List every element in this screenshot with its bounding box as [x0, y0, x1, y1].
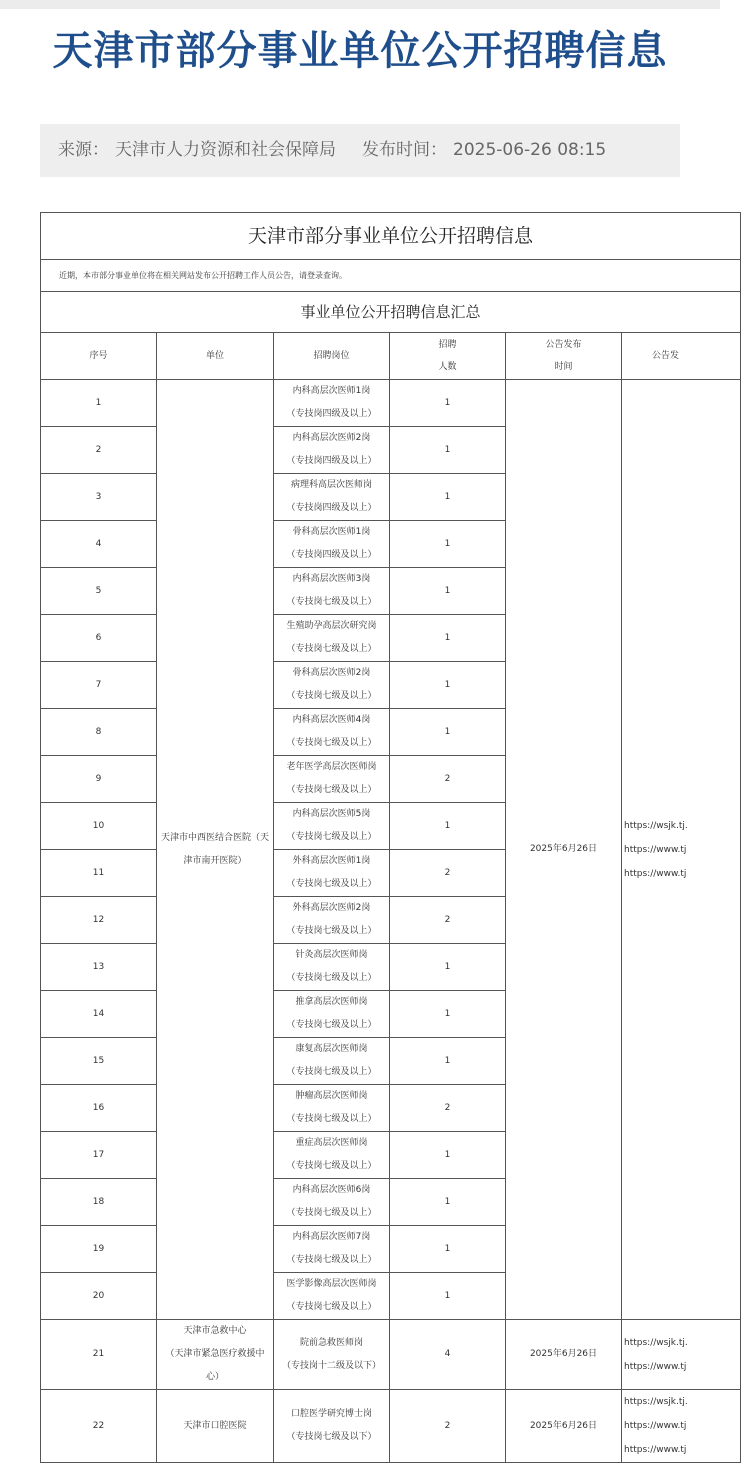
post-level: （专技岗七级及以上）	[286, 926, 377, 936]
post-level: （专技岗七级及以上）	[286, 1067, 377, 1077]
table-header-row	[41, 333, 741, 380]
count-cell: 1	[390, 803, 506, 850]
time-label: 发布时间：	[362, 140, 447, 160]
header-date	[506, 333, 622, 380]
notice-link[interactable]: https://www.tj	[624, 1421, 687, 1431]
post-cell	[274, 1038, 390, 1085]
post-name: 内科高层次医师5岗	[292, 809, 371, 819]
count-cell: 2	[390, 756, 506, 803]
date-cell: 2025年6月26日	[506, 380, 622, 1320]
count-cell: 1	[390, 380, 506, 427]
post-level: （专技岗七级及以上）	[286, 597, 377, 607]
table-row	[41, 1320, 741, 1390]
post-name: 针灸高层次医师岗	[295, 950, 368, 960]
row-seq: 11	[41, 850, 157, 897]
post-name: 内科高层次医师6岗	[292, 1185, 371, 1195]
post-level: （专技岗七级及以上）	[286, 785, 377, 795]
post-cell	[274, 944, 390, 991]
post-level: （专技岗七级及以下）	[286, 1432, 377, 1442]
article-title: 天津市部分事业单位公开招聘信息	[52, 28, 668, 74]
post-cell	[274, 521, 390, 568]
row-seq: 6	[41, 615, 157, 662]
row-seq: 22	[41, 1390, 157, 1463]
count-cell: 1	[390, 662, 506, 709]
post-name: 老年医学高层次医师岗	[286, 762, 377, 772]
summary-title-row	[41, 292, 741, 333]
post-level: （专技岗十二级及以下）	[281, 1360, 381, 1371]
post-name: 院前急救医师岗	[299, 1337, 363, 1348]
count-cell: 4	[390, 1320, 506, 1390]
count-cell: 2	[390, 850, 506, 897]
post-cell	[274, 568, 390, 615]
header-count	[390, 333, 506, 380]
post-level: （专技岗七级及以上）	[286, 1020, 377, 1030]
row-seq: 18	[41, 1179, 157, 1226]
unit-cell	[157, 1320, 274, 1390]
table-note: 近期，本市部分事业单位将在相关网站发布公开招聘工作人员公告，请登录查询。	[41, 260, 741, 292]
notice-links-cell	[622, 1390, 741, 1463]
post-name: 医学影像高层次医师岗	[286, 1279, 377, 1289]
post-cell	[274, 803, 390, 850]
notice-link[interactable]: https://www.tj	[624, 844, 687, 855]
post-cell	[274, 756, 390, 803]
header-link: 公告发	[622, 333, 741, 380]
row-seq: 1	[41, 380, 157, 427]
notice-link[interactable]: https://wsjk.tj.	[624, 820, 688, 831]
post-cell	[274, 380, 390, 427]
table-caption-row	[41, 213, 741, 260]
row-seq: 13	[41, 944, 157, 991]
count-cell: 1	[390, 474, 506, 521]
post-level: （专技岗四级及以上）	[286, 503, 377, 513]
post-cell	[274, 1226, 390, 1273]
post-level: （专技岗七级及以上）	[286, 691, 377, 701]
row-seq: 9	[41, 756, 157, 803]
post-level: （专技岗四级及以上）	[286, 550, 377, 560]
post-level: （专技岗七级及以上）	[286, 1161, 377, 1171]
row-seq: 3	[41, 474, 157, 521]
date-cell: 2025年6月26日	[506, 1320, 622, 1390]
post-name: 口腔医学研究博士岗	[290, 1409, 372, 1419]
notice-link[interactable]: https://www.tj	[624, 1445, 687, 1455]
row-seq: 8	[41, 709, 157, 756]
post-name: 内科高层次医师2岗	[292, 433, 371, 443]
article-meta	[40, 124, 680, 177]
post-level: （专技岗七级及以上）	[286, 879, 377, 889]
post-name: 内科高层次医师3岗	[292, 574, 371, 584]
count-cell: 1	[390, 1179, 506, 1226]
table-row	[41, 380, 741, 427]
time-value: 2025-06-26 08:15	[453, 140, 607, 160]
post-cell	[274, 709, 390, 756]
notice-link[interactable]: https://wsjk.tj.	[624, 1397, 688, 1407]
row-seq: 2	[41, 427, 157, 474]
post-name: 外科高层次医师2岗	[292, 903, 371, 913]
count-cell: 1	[390, 709, 506, 756]
recruitment-table-container[interactable]	[40, 212, 688, 1455]
post-cell	[274, 1179, 390, 1226]
post-level: （专技岗四级及以上）	[286, 456, 377, 466]
row-seq: 7	[41, 662, 157, 709]
row-seq: 5	[41, 568, 157, 615]
post-cell	[274, 615, 390, 662]
notice-links-cell	[622, 1320, 741, 1390]
notice-link[interactable]: https://www.tj	[624, 868, 687, 879]
summary-title: 事业单位公开招聘信息汇总	[41, 292, 741, 333]
post-cell	[274, 1320, 390, 1390]
row-seq: 4	[41, 521, 157, 568]
post-level: （专技岗七级及以上）	[286, 1208, 377, 1218]
row-seq: 20	[41, 1273, 157, 1320]
count-cell: 1	[390, 521, 506, 568]
post-cell	[274, 850, 390, 897]
count-cell: 2	[390, 1085, 506, 1132]
notice-links-cell	[622, 380, 741, 1320]
row-seq: 14	[41, 991, 157, 1038]
post-cell	[274, 474, 390, 521]
unit-line: （天津市紧急医疗救援中心）	[165, 1349, 265, 1382]
row-seq: 19	[41, 1226, 157, 1273]
post-name: 肿瘤高层次医师岗	[295, 1091, 368, 1101]
post-name: 骨科高层次医师1岗	[292, 527, 371, 537]
post-name: 内科高层次医师1岗	[292, 386, 371, 396]
table-caption: 天津市部分事业单位公开招聘信息	[41, 213, 741, 260]
notice-link[interactable]: https://www.tj	[624, 1361, 687, 1372]
post-name: 推拿高层次医师岗	[295, 997, 368, 1007]
post-cell	[274, 897, 390, 944]
post-cell	[274, 991, 390, 1038]
unit-cell: 天津市口腔医院	[157, 1390, 274, 1463]
row-seq: 16	[41, 1085, 157, 1132]
date-cell: 2025年6月26日	[506, 1390, 622, 1463]
header-post: 招聘岗位	[274, 333, 390, 380]
top-status-strip	[0, 0, 720, 9]
header-count-line1: 招聘	[438, 340, 457, 350]
notice-link[interactable]: https://wsjk.tj.	[624, 1337, 688, 1348]
row-seq: 15	[41, 1038, 157, 1085]
post-name: 内科高层次医师7岗	[292, 1232, 371, 1242]
post-cell	[274, 1132, 390, 1179]
header-date-line2: 时间	[554, 362, 573, 372]
post-cell	[274, 1085, 390, 1132]
row-seq: 21	[41, 1320, 157, 1390]
header-date-line1: 公告发布	[545, 340, 582, 350]
post-level: （专技岗七级及以上）	[286, 973, 377, 983]
row-seq: 17	[41, 1132, 157, 1179]
source-value: 天津市人力资源和社会保障局	[115, 140, 336, 160]
count-cell: 1	[390, 1038, 506, 1085]
table-note-row	[41, 260, 741, 292]
count-cell: 1	[390, 944, 506, 991]
count-cell: 1	[390, 1273, 506, 1320]
post-name: 康复高层次医师岗	[295, 1044, 368, 1054]
count-cell: 1	[390, 1226, 506, 1273]
post-level: （专技岗七级及以上）	[286, 644, 377, 654]
count-cell: 1	[390, 1132, 506, 1179]
post-level: （专技岗七级及以上）	[286, 1302, 377, 1312]
header-seq: 序号	[41, 333, 157, 380]
post-name: 病理科高层次医师岗	[290, 480, 372, 490]
post-cell	[274, 1390, 390, 1463]
recruitment-table	[40, 212, 741, 1463]
post-level: （专技岗七级及以上）	[286, 832, 377, 842]
table-row	[41, 1390, 741, 1463]
post-cell	[274, 662, 390, 709]
count-cell: 2	[390, 897, 506, 944]
count-cell: 1	[390, 568, 506, 615]
count-cell: 1	[390, 427, 506, 474]
post-name: 生殖助孕高层次研究岗	[286, 621, 377, 631]
count-cell: 2	[390, 1390, 506, 1463]
post-name: 内科高层次医师4岗	[292, 715, 371, 725]
post-level: （专技岗四级及以上）	[286, 409, 377, 419]
post-cell	[274, 427, 390, 474]
row-seq: 12	[41, 897, 157, 944]
post-name: 外科高层次医师1岗	[292, 856, 371, 866]
post-level: （专技岗七级及以上）	[286, 738, 377, 748]
header-unit: 单位	[157, 333, 274, 380]
post-level: （专技岗七级及以上）	[286, 1114, 377, 1124]
post-cell	[274, 1273, 390, 1320]
header-count-line2: 人数	[438, 362, 457, 372]
unit-line: 天津市急救中心	[183, 1326, 247, 1336]
source-label: 来源：	[58, 140, 109, 160]
post-name: 骨科高层次医师2岗	[292, 668, 371, 678]
unit-cell: 天津市中西医结合医院（天津市南开医院）	[157, 380, 274, 1320]
row-seq: 10	[41, 803, 157, 850]
post-name: 重症高层次医师岗	[295, 1138, 368, 1148]
count-cell: 1	[390, 991, 506, 1038]
post-level: （专技岗七级及以上）	[286, 1255, 377, 1265]
count-cell: 1	[390, 615, 506, 662]
